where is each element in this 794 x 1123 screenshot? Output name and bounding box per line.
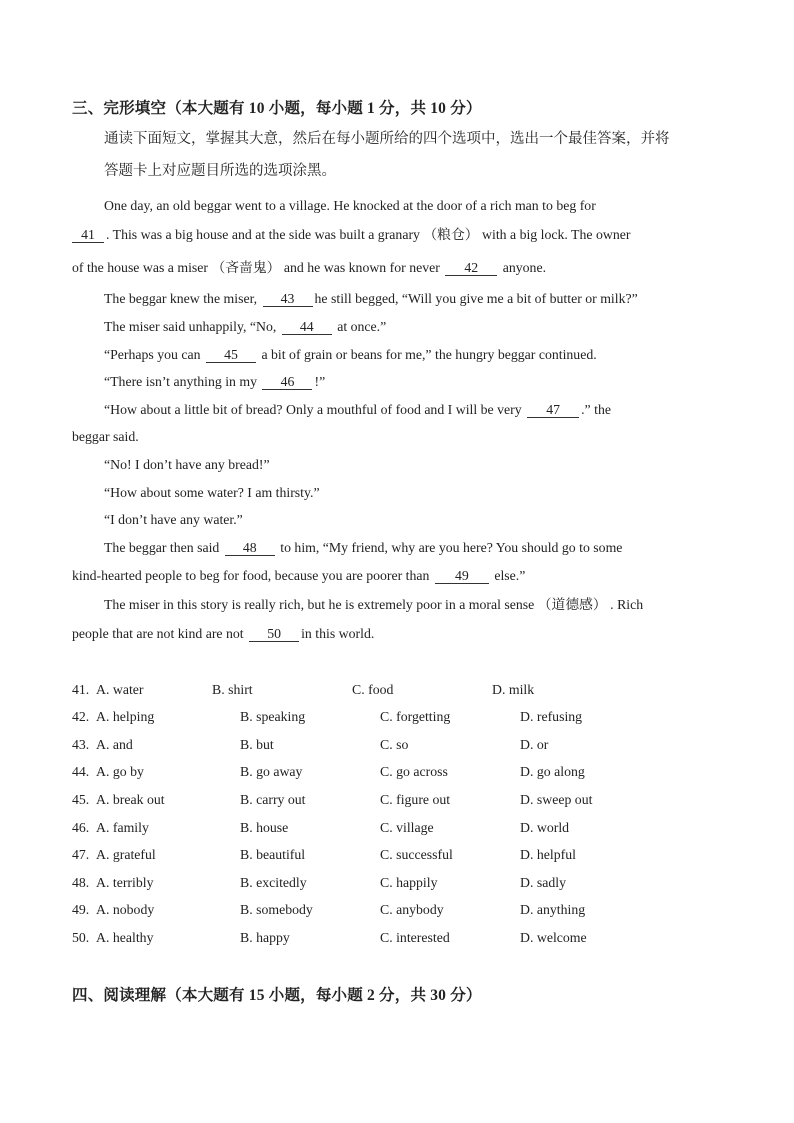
option-c[interactable]: C. forgetting: [380, 709, 451, 724]
option-d[interactable]: D. welcome: [520, 930, 587, 945]
question-number: 44.: [72, 764, 90, 779]
option-c[interactable]: C. figure out: [380, 792, 451, 807]
blank-41[interactable]: 41: [72, 227, 104, 243]
option-a[interactable]: A. healthy: [96, 930, 154, 945]
option-c[interactable]: C. happily: [380, 875, 438, 890]
passage-line: [104, 539, 622, 557]
passage-line: [104, 373, 325, 391]
passage-text: kind-hearted people to beg for food, because you are poorer than: [72, 568, 430, 583]
question-number: 41.: [72, 682, 90, 697]
section3-heading: 三、完形填空（本大题有 10 小题，每小题 1 分，共 10 分）: [72, 100, 482, 117]
question-number: 49.: [72, 902, 90, 917]
option-c[interactable]: C. food: [352, 682, 394, 697]
passage-text: “How about a little bit of bread? Only a mouthful of food and I will be very: [104, 402, 522, 417]
option-b[interactable]: B. house: [240, 820, 289, 835]
option-c[interactable]: C. anybody: [380, 902, 444, 917]
passage-text: to him, “My friend, why are you here? You should go to some: [280, 540, 623, 555]
passage-line: [104, 401, 611, 419]
question-number: 50.: [72, 930, 90, 945]
question-number: 46.: [72, 820, 90, 835]
passage-line: [72, 567, 525, 585]
passage-text: anyone.: [502, 260, 547, 275]
passage-text: The beggar then said: [104, 540, 220, 555]
blank-48[interactable]: 48: [225, 540, 275, 556]
option-b[interactable]: B. carry out: [240, 792, 306, 807]
option-b[interactable]: B. happy: [240, 930, 290, 945]
passage-text: at once.”: [337, 319, 387, 334]
option-a[interactable]: A. family: [96, 820, 149, 835]
question-number: 43.: [72, 737, 90, 752]
option-b[interactable]: B. speaking: [240, 709, 306, 724]
blank-43[interactable]: 43: [263, 291, 313, 307]
blank-45[interactable]: 45: [206, 347, 256, 363]
option-b[interactable]: B. but: [240, 737, 274, 752]
passage-line: beggar said.: [72, 429, 139, 444]
option-d[interactable]: D. anything: [520, 902, 586, 917]
option-c[interactable]: C. successful: [380, 847, 453, 862]
passage-text: . This was a big house and at the side was built a granary （粮仓） with a big lock. The owner: [106, 227, 631, 242]
option-b[interactable]: B. excitedly: [240, 875, 307, 890]
passage-text: !”: [314, 374, 326, 389]
passage-text: people that are not kind are not: [72, 626, 244, 641]
instruction-line-1: 通读下面短文，掌握其大意，然后在每小题所给的四个选项中，选出一个最佳答案，并将: [104, 131, 670, 147]
option-d[interactable]: D. or: [520, 737, 549, 752]
option-d[interactable]: D. helpful: [520, 847, 576, 862]
question-number: 48.: [72, 875, 90, 890]
option-d[interactable]: D. milk: [492, 682, 535, 697]
option-c[interactable]: C. interested: [380, 930, 450, 945]
option-b[interactable]: B. somebody: [240, 902, 313, 917]
option-b[interactable]: B. shirt: [212, 682, 253, 697]
passage-line: [104, 346, 597, 364]
option-a[interactable]: A. water: [96, 682, 144, 697]
option-d[interactable]: D. go along: [520, 764, 585, 779]
option-c[interactable]: C. go across: [380, 764, 448, 779]
question-number: 47.: [72, 847, 90, 862]
passage-text: “There isn’t anything in my: [104, 374, 258, 389]
option-a[interactable]: A. grateful: [96, 847, 156, 862]
blank-44[interactable]: 44: [282, 319, 332, 335]
passage-text: in this world.: [301, 626, 375, 641]
question-number: 45.: [72, 792, 90, 807]
option-a[interactable]: A. break out: [96, 792, 165, 807]
option-b[interactable]: B. beautiful: [240, 847, 306, 862]
blank-50[interactable]: 50: [249, 626, 299, 642]
passage-line: One day, an old beggar went to a village. He knocked at the door of a rich man to beg for: [104, 198, 596, 213]
passage-text: The miser said unhappily, “No,: [104, 319, 277, 334]
passage-line: [72, 625, 374, 643]
question-number: 42.: [72, 709, 90, 724]
instruction-line-2: 答题卡上对应题目所选的选项涂黑。: [104, 163, 336, 179]
option-d[interactable]: D. refusing: [520, 709, 583, 724]
option-c[interactable]: C. village: [380, 820, 434, 835]
passage-line: The miser in this story is really rich, but he is extremely poor in a moral sense （道德感） . Rich: [104, 597, 644, 612]
blank-49[interactable]: 49: [435, 568, 489, 584]
option-d[interactable]: D. sweep out: [520, 792, 593, 807]
passage-line: [104, 290, 638, 308]
option-d[interactable]: D. sadly: [520, 875, 566, 890]
passage-line: “No! I don’t have any bread!”: [104, 457, 270, 472]
blank-47[interactable]: 47: [527, 402, 579, 418]
passage-line: [104, 318, 386, 336]
section4-heading: 四、阅读理解（本大题有 15 小题，每小题 2 分，共 30 分）: [72, 987, 482, 1004]
passage-text: .” the: [581, 402, 611, 417]
passage-text: “Perhaps you can: [104, 347, 201, 362]
blank-42[interactable]: 42: [445, 260, 497, 276]
option-a[interactable]: A. go by: [96, 764, 144, 779]
option-d[interactable]: D. world: [520, 820, 570, 835]
option-a[interactable]: A. helping: [96, 709, 155, 724]
passage-text: else.”: [494, 568, 526, 583]
passage-line: “I don’t have any water.”: [104, 512, 243, 527]
blank-46[interactable]: 46: [262, 374, 312, 390]
passage-text: he still begged, “Will you give me a bit of butter or milk?”: [314, 291, 638, 306]
passage-line: [72, 259, 546, 277]
option-b[interactable]: B. go away: [240, 764, 303, 779]
option-c[interactable]: C. so: [380, 737, 409, 752]
passage-text: a bit of grain or beans for me,” the hungry beggar continued.: [261, 347, 597, 362]
passage-line: [72, 226, 630, 244]
option-a[interactable]: A. nobody: [96, 902, 155, 917]
passage-text: The beggar knew the miser,: [104, 291, 258, 306]
passage-text: of the house was a miser （吝啬鬼） and he was known for never: [72, 260, 440, 275]
option-a[interactable]: A. and: [96, 737, 133, 752]
option-a[interactable]: A. terribly: [96, 875, 154, 890]
passage-line: “How about some water? I am thirsty.”: [104, 485, 320, 500]
